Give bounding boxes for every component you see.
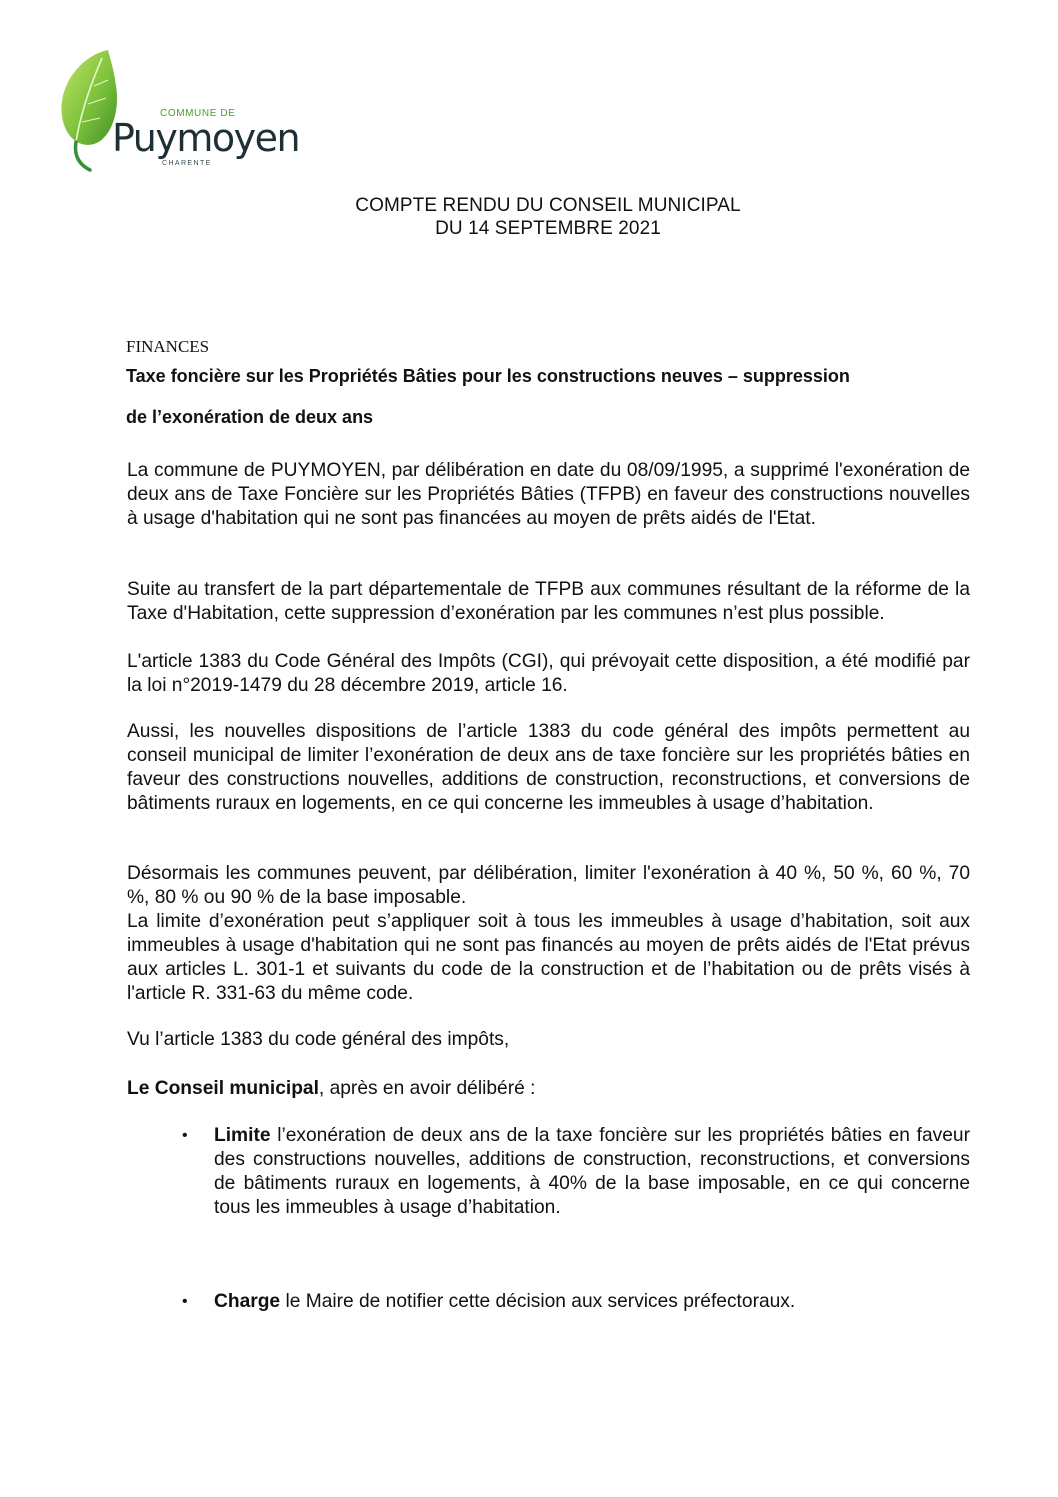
decision-text: le Maire de notifier cette décision aux services préfectoraux.	[280, 1291, 796, 1312]
header-title: COMPTE RENDU DU CONSEIL MUNICIPAL	[355, 195, 741, 216]
subject-title-line-1: Taxe foncière sur les Propriétés Bâties pour les constructions neuves – suppression	[126, 366, 850, 386]
logo-region: CHARENTE	[162, 160, 212, 167]
paragraph-council	[127, 1077, 970, 1101]
logo-prefix: COMMUNE DE	[160, 108, 236, 119]
paragraph-legal-basis: Vu l’article 1383 du code général des impôts,	[127, 1029, 510, 1050]
document-header	[0, 194, 1058, 240]
paragraph-cgi-article: L'article 1383 du Code Général des Impôts (CGI), qui prévoyait cette disposition, a été modifié par la loi n°2019-1479 du 28 décembre 2019, article 16.	[127, 651, 970, 696]
decision-verb: Limite	[214, 1125, 271, 1146]
decision-text: l’exonération de deux ans de la taxe foncière sur les propriétés bâties en faveur des constructions nouvelles, additions de construction, reconstructions, et conversions de bâtiments ruraux en logements, à 40% de la base imposable, en ce qui concerne tous les immeubles à usage d’habitation.	[214, 1125, 970, 1218]
header-date: DU 14 SEPTEMBRE 2021	[435, 218, 661, 239]
paragraph-reform: Suite au transfert de la part départementale de TFPB aux communes résultant de la réforme de la Taxe d'Habitation, cette suppression d’exonération par les communes n’est plus possible.	[127, 579, 970, 624]
paragraph-rates: Désormais les communes peuvent, par délibération, limiter l'exonération à 40 %, 50 %, 60 %, 70 %, 80 % ou 90 % de la base imposable.	[127, 863, 970, 908]
section-label: FINANCES	[126, 337, 210, 356]
decision-item	[182, 1124, 970, 1220]
bullet-icon: •	[182, 1127, 188, 1144]
council-deliberation-text: , après en avoir délibéré :	[318, 1078, 536, 1099]
logo-name: Puymoyen	[112, 116, 300, 160]
decision-item	[182, 1290, 970, 1314]
commune-logo	[50, 46, 300, 172]
decision-verb: Charge	[214, 1291, 281, 1312]
bullet-icon: •	[182, 1293, 188, 1310]
paragraph-history: La commune de PUYMOYEN, par délibération en date du 08/09/1995, a supprimé l'exonération de deux ans de Taxe Foncière sur les Propriétés Bâties (TFPB) en faveur des constructions nouvelles à usage d'habitation qui ne sont pas financées au moyen de prêts aidés de l'Etat.	[127, 460, 970, 529]
paragraph-scope: La limite d’exonération peut s’appliquer soit à tous les immeubles à usage d’habitation, soit aux immeubles à usage d'habitation qui ne sont pas financés au moyen de prêts aidés de l'Etat prévus aux articles L. 301-1 et suivants du code de la construction et de l’habitation ou de prêts visés à l'article R. 331-63 du même code.	[127, 911, 970, 1004]
council-label: Le Conseil municipal	[127, 1078, 319, 1099]
paragraph-new-provisions: Aussi, les nouvelles dispositions de l’article 1383 du code général des impôts permettent au conseil municipal de limiter l’exonération de deux ans de taxe foncière sur les propriétés bâties en faveur des constructions nouvelles, additions de construction, reconstructions, et conversions de bâtiments ruraux en logements, en ce qui concerne les immeubles à usage d’habitation.	[127, 721, 970, 814]
subject-title-line-2: de l’exonération de deux ans	[126, 407, 374, 427]
